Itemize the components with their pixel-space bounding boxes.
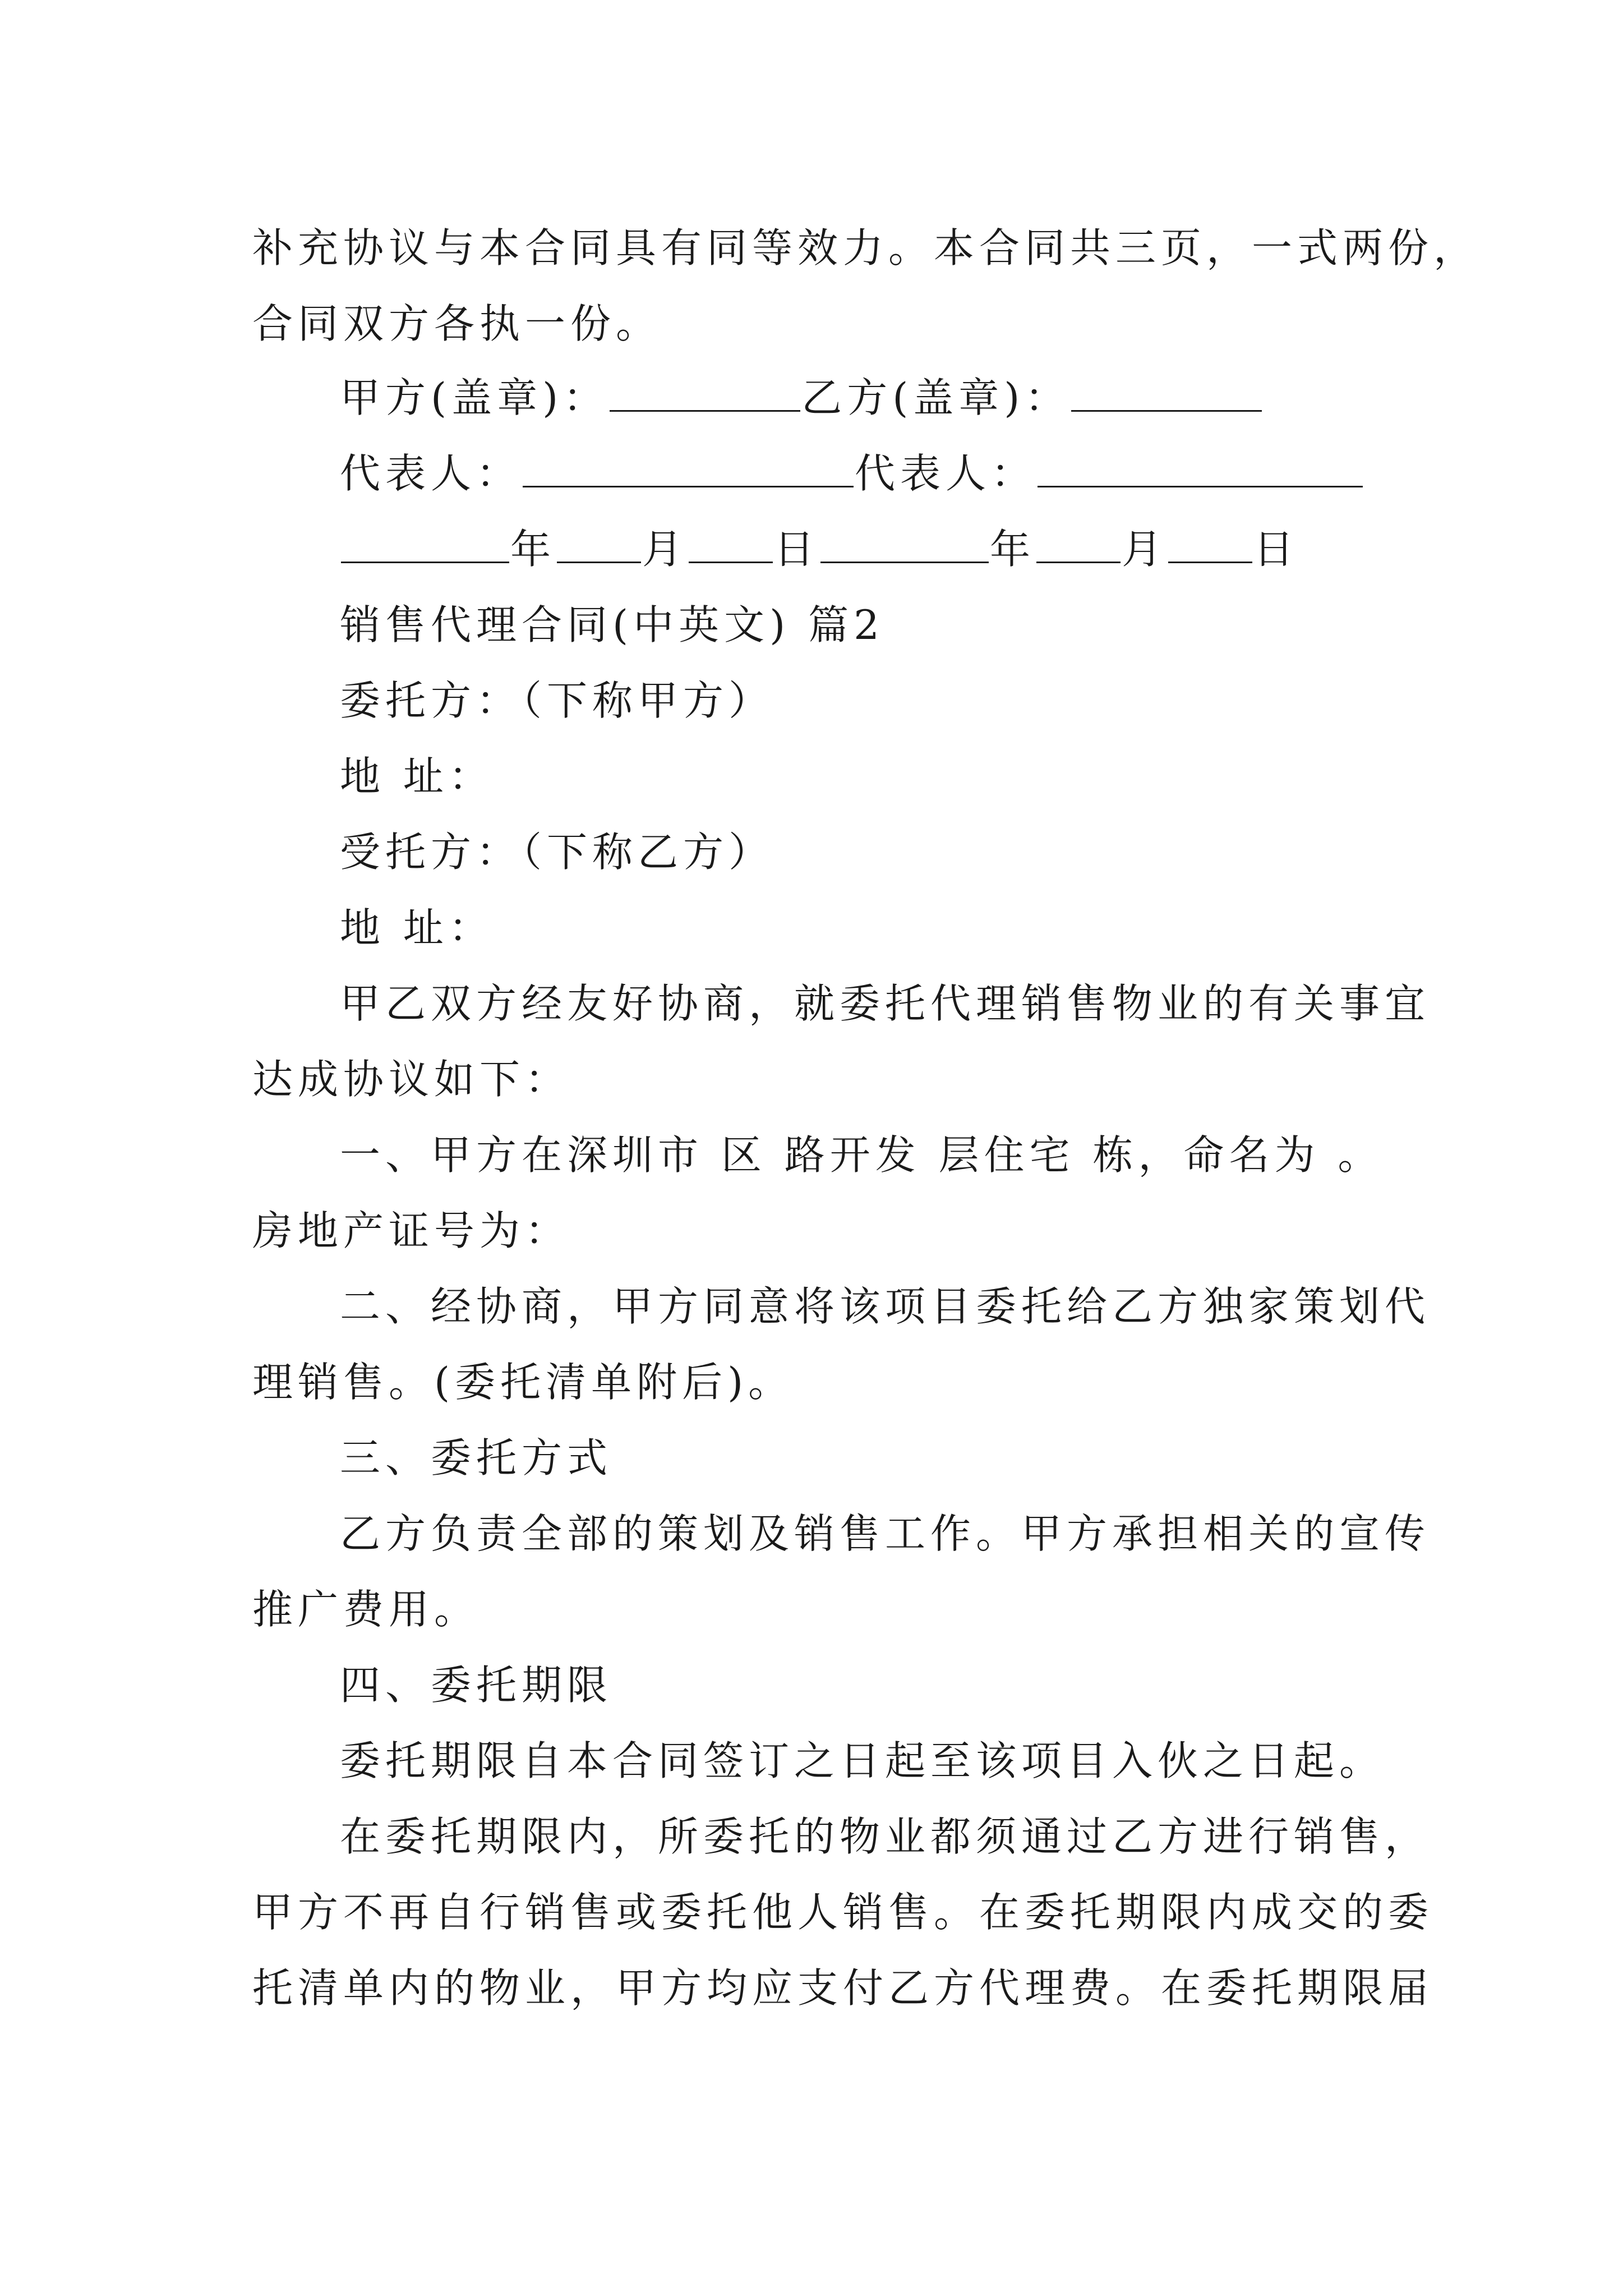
paragraph-line: 甲方不再自行销售或委托他人销售。在委托期限内成交的委 xyxy=(252,1889,1434,1936)
year-blank-b xyxy=(820,527,989,563)
day-label: 日 xyxy=(774,526,820,573)
paragraph-line: 托清单内的物业，甲方均应支付乙方代理费。在委托期限届 xyxy=(252,1964,1434,2012)
rep-a-label: 代表人： xyxy=(340,450,522,497)
paragraph-line: 房地产证号为： xyxy=(252,1207,571,1254)
rep-b-blank xyxy=(1038,451,1363,487)
month-blank-b xyxy=(1036,527,1121,563)
year-label: 年 xyxy=(510,526,556,573)
month-label: 月 xyxy=(1122,526,1168,573)
month-label: 月 xyxy=(642,526,688,573)
section-heading: 三、委托方式 xyxy=(340,1434,613,1481)
paragraph-line: 理销售。(委托清单附后)。 xyxy=(252,1359,794,1406)
party-b-seal-blank xyxy=(1071,375,1262,412)
party-a-seal-blank xyxy=(610,375,800,412)
party-b-seal-label: 乙方(盖章)： xyxy=(801,374,1071,421)
date-line xyxy=(340,521,1299,577)
paragraph-line: 合同双方各执一份。 xyxy=(252,300,662,347)
month-blank-a xyxy=(557,527,641,563)
year-label: 年 xyxy=(990,526,1036,573)
paragraph-line: 委托方：（下称甲方） xyxy=(340,677,774,724)
paragraph-line: 二、经协商，甲方同意将该项目委托给乙方独家策划代 xyxy=(340,1283,1431,1330)
paragraph-line: 补充协议与本合同具有同等效力。本合同共三页，一式两份， xyxy=(252,224,1479,272)
paragraph-line: 一、甲方在深圳市 区 路开发 层住宅 栋，命名为 。 xyxy=(340,1131,1384,1179)
paragraph-line: 在委托期限内，所委托的物业都须通过乙方进行销售， xyxy=(340,1813,1431,1860)
paragraph-line: 受托方：（下称乙方） xyxy=(340,829,774,876)
paragraph-line: 达成协议如下： xyxy=(252,1056,571,1103)
paragraph-line: 推广费用。 xyxy=(252,1586,480,1633)
paragraph-line: 地 址： xyxy=(340,753,494,800)
paragraph-line: 乙方负责全部的策划及销售工作。甲方承担相关的宣传 xyxy=(340,1510,1431,1557)
representative-line xyxy=(340,445,1364,501)
party-a-seal-label: 甲方(盖章)： xyxy=(340,374,609,421)
seal-line xyxy=(340,370,1263,426)
day-label: 日 xyxy=(1253,526,1299,573)
section-title: 销售代理合同(中英文) 篇2 xyxy=(340,601,884,648)
day-blank-b xyxy=(1168,527,1252,563)
paragraph-line: 地 址： xyxy=(340,904,494,951)
section-heading: 四、委托期限 xyxy=(340,1662,613,1709)
rep-b-label: 代表人： xyxy=(855,450,1037,497)
year-blank-a xyxy=(341,527,509,563)
day-blank-a xyxy=(689,527,773,563)
paragraph-line: 委托期限自本合同签订之日起至该项目入伙之日起。 xyxy=(340,1737,1385,1784)
paragraph-line: 甲乙双方经友好协商，就委托代理销售物业的有关事宜 xyxy=(340,980,1431,1027)
rep-a-blank xyxy=(523,451,854,487)
